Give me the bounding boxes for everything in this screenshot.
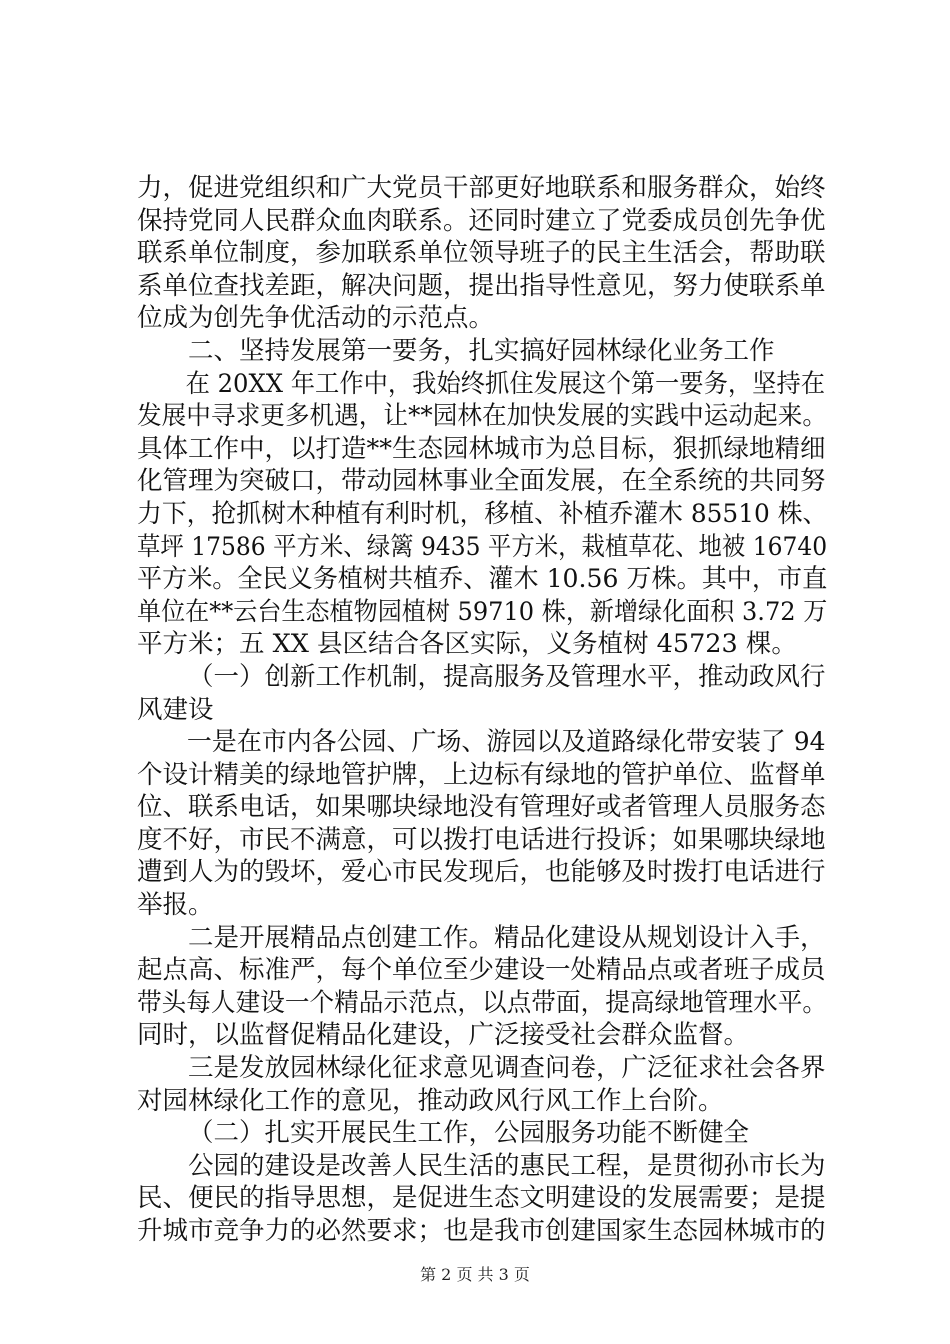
text-line: 平方米；五 XX 县区结合各区实际，义务植树 45723 棵。 <box>137 629 797 660</box>
text-line: 公园的建设是改善人民生活的惠民工程，是贯彻孙市长为 <box>188 1150 826 1181</box>
text-line: 系单位查找差距，解决问题，提出指导性意见，努力使联系单 <box>137 270 826 301</box>
text-line: 力下，抢抓树木种植有利时机，移植、补植乔灌木 85510 株、 <box>137 498 828 529</box>
text-line: 升城市竞争力的必然要求；也是我市创建国家生态园林城市的 <box>137 1216 826 1246</box>
text-line: 起点高、标准严，每个单位至少建设一处精品点或者班子成员 <box>137 955 826 986</box>
text-line: 位、联系电话，如果哪块绿地没有管理好或者管理人员服务态 <box>137 792 826 823</box>
text-line: 化管理为突破口，带动园林事业全面发展，在全系统的共同努 <box>137 466 826 497</box>
text-line: 举报。 <box>137 890 214 921</box>
text-line: 带头每人建设一个精品示范点，以点带面，提高绿地管理水平。 <box>137 987 828 1018</box>
text-line: 二、坚持发展第一要务，扎实搞好园林绿化业务工作 <box>188 335 775 366</box>
page-footer: 第 2 页 共 3 页 <box>420 1265 530 1284</box>
text-line: 位成为创先争优活动的示范点。 <box>137 303 495 334</box>
text-line: 联系单位制度，参加联系单位领导班子的民主生活会，帮助联 <box>137 238 826 269</box>
text-line: 二是开展精品点创建工作。精品化建设从规划设计入手， <box>188 922 826 953</box>
text-line: （二）扎实开展民生工作，公园服务功能不断健全 <box>188 1118 750 1149</box>
text-line: 风建设 <box>137 694 214 725</box>
text-line: 三是发放园林绿化征求意见调查问卷，广泛征求社会各界 <box>188 1053 826 1084</box>
text-line: （一）创新工作机制，提高服务及管理水平，推动政风行 <box>188 661 826 692</box>
text-line: 民、便民的指导思想，是促进生态文明建设的发展需要；是提 <box>137 1183 826 1214</box>
text-line: 个设计精美的绿地管护牌，上边标有绿地的管护单位、监督单 <box>137 759 826 790</box>
text-line: 具体工作中，以打造**生态园林城市为总目标，狠抓绿地精细 <box>137 433 826 464</box>
text-line: 平方米。全民义务植树共植乔、灌木 10.56 万株。其中，市直 <box>137 564 828 595</box>
text-line: 遭到人为的毁坏，爱心市民发现后，也能够及时拨打电话进行 <box>137 857 826 888</box>
text-line: 发展中寻求更多机遇，让**园林在加快发展的实践中运动起来。 <box>137 401 828 432</box>
text-line: 在 20XX 年工作中，我始终抓住发展这个第一要务，坚持在 <box>185 368 826 399</box>
text-line: 度不好，市民不满意，可以拨打电话进行投诉；如果哪块绿地 <box>137 824 826 855</box>
text-line: 草坪 17586 平方米、绿篱 9435 平方米，栽植草花、地被 16740 <box>137 531 828 562</box>
text-line: 对园林绿化工作的意见，推动政风行风工作上台阶。 <box>137 1085 724 1116</box>
text-line: 保持党同人民群众血肉联系。还同时建立了党委成员创先争优 <box>137 205 826 236</box>
text-line: 一是在市内各公园、广场、游园以及道路绿化带安装了 94 <box>186 727 826 758</box>
text-line: 力，促进党组织和广大党员干部更好地联系和服务群众，始终 <box>137 173 826 203</box>
text-line: 单位在**云台生态植物园植树 59710 株，新增绿化面积 3.72 万 <box>137 596 828 627</box>
text-line: 同时，以监督促精品化建设，广泛接受社会群众监督。 <box>137 1020 750 1051</box>
document-body <box>137 172 827 1248</box>
